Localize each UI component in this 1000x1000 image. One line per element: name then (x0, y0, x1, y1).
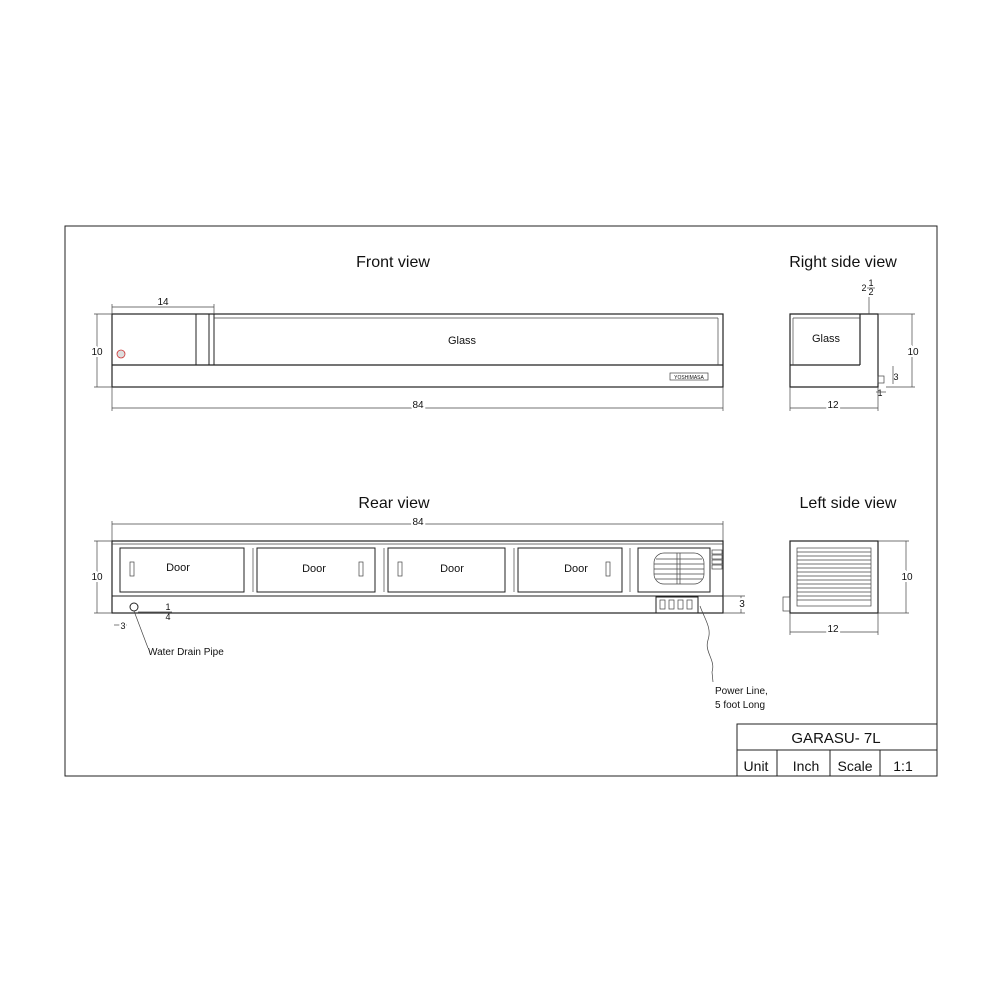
door-handle-4 (606, 562, 610, 576)
unit-label: Unit (743, 758, 769, 774)
right-dim-small-w: 1 (877, 388, 883, 398)
front-dim-height: 10 (91, 347, 103, 358)
unit-value: Inch (792, 758, 820, 774)
right-dim-top-a: 1 (868, 278, 874, 288)
door-label-2: Door (302, 563, 326, 575)
vent-grille-icon (654, 553, 704, 584)
door-handle-2 (359, 562, 363, 576)
front-brand: YOSHIMASA (674, 375, 704, 381)
front-body (112, 314, 723, 387)
water-drain-pipe-icon (130, 603, 138, 611)
front-dim-width: 84 (412, 400, 424, 411)
door-label-4: Door (564, 563, 588, 575)
rear-dim-left: 3 (120, 621, 126, 631)
louver-grille-icon (797, 552, 871, 600)
power-line-label-2: 5 foot Long (715, 700, 766, 711)
scale-label: Scale (837, 758, 873, 774)
right-dim-top-c: 2 (861, 283, 867, 293)
water-drain-label: Water Drain Pipe (148, 647, 224, 658)
door-handle-1 (130, 562, 134, 576)
right-glass-label: Glass (811, 333, 841, 345)
left-view-title: Left side view (799, 495, 897, 512)
indicator-light-icon (117, 350, 125, 358)
front-view-title: Front view (356, 254, 430, 271)
door-handle-3 (398, 562, 402, 576)
right-dim-width: 12 (827, 400, 839, 411)
right-dim-height: 10 (907, 347, 919, 358)
left-dim-width: 12 (827, 624, 839, 635)
rear-dim-drain-a: 1 (165, 602, 171, 612)
door-label-1: Door (166, 562, 190, 574)
rear-dim-height: 10 (91, 572, 103, 583)
left-dim-height: 10 (901, 572, 913, 583)
right-dim-small-h: 3 (893, 372, 899, 382)
front-glass-label: Glass (447, 335, 477, 347)
rear-view-title: Rear view (358, 495, 430, 512)
rear-dim-width: 84 (412, 517, 424, 528)
rear-view (91, 495, 767, 711)
rear-dim-drain-b: 4 (165, 612, 171, 622)
control-switches-icon (712, 550, 722, 569)
front-view (91, 254, 723, 411)
power-line-cable (700, 606, 713, 682)
right-power-outlet (878, 376, 884, 383)
rear-dim-right: 3 (739, 599, 745, 610)
rear-body (112, 541, 723, 613)
model-name: GARASU- 7L (791, 730, 881, 747)
door-label-3: Door (440, 563, 464, 575)
left-power-box (783, 597, 790, 611)
right-dim-top-b: 2 (868, 287, 874, 297)
power-line-label-1: Power Line, (715, 686, 768, 697)
scale-value: 1:1 (893, 758, 913, 774)
left-side-view (783, 495, 913, 635)
title-block (737, 724, 937, 776)
right-body-outline (790, 314, 878, 387)
front-dim-section: 14 (157, 297, 169, 308)
right-view-title: Right side view (789, 254, 897, 271)
right-side-view (789, 254, 919, 411)
